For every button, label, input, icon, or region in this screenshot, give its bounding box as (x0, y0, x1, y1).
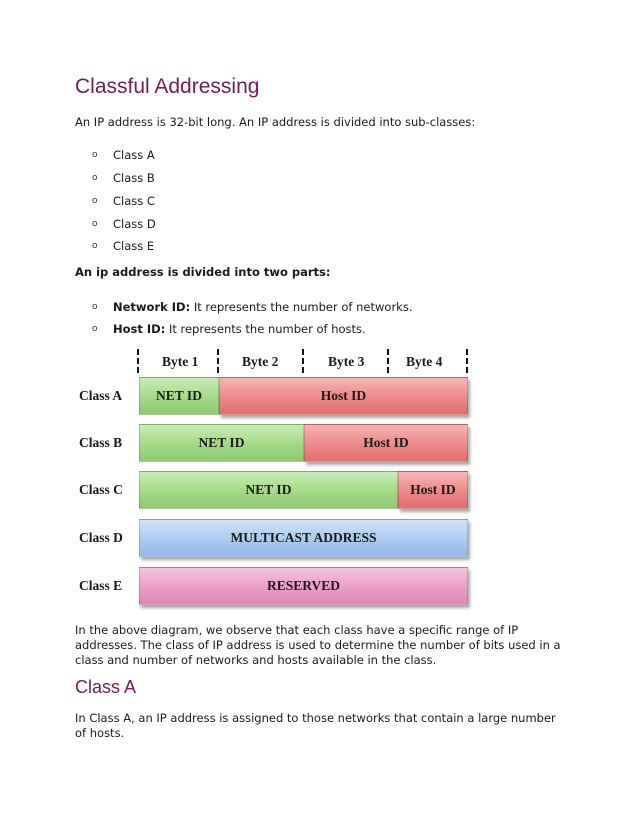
page-title: Classful Addressing (75, 75, 260, 98)
section-title: Class A (75, 677, 137, 697)
bullet-icon: o (92, 324, 98, 334)
class-label: Class A (79, 388, 123, 403)
intro-paragraph: An IP address is 32-bit long. An IP address is divided into sub-classes: (75, 115, 476, 129)
bullet-icon: o (92, 196, 98, 206)
list-item-text: Class C (113, 194, 155, 208)
net-id-segment: NET ID (139, 377, 219, 415)
bullet-icon: o (92, 302, 98, 312)
byte-divider (217, 349, 219, 373)
bullet-icon: o (92, 173, 98, 183)
class-label: Class C (79, 482, 123, 497)
bullet-icon: o (92, 150, 98, 160)
host-id-segment: Host ID (398, 471, 468, 509)
class-label: Class E (79, 578, 123, 593)
list-item-text: Class A (113, 148, 155, 162)
host-id-term: Host ID: (113, 322, 166, 336)
host-id-desc: It represents the number of hosts. (165, 322, 366, 336)
parts-heading: An ip address is divided into two parts: (75, 265, 331, 279)
byte-divider (302, 349, 304, 373)
section-paragraph: In Class A, an IP address is assigned to those networks that contain a large number of hosts. (75, 711, 556, 740)
byte-divider (387, 349, 389, 373)
class-label: Class D (79, 530, 123, 545)
list-item-text: Class D (113, 217, 156, 231)
explanation-paragraph: In the above diagram, we observe that each class have a specific range of IP addresses. The class of IP address is used to determine the number of bits used in a class and number of networks and hosts available in the class. (75, 623, 561, 667)
reserved-bar: RESERVED (139, 567, 468, 605)
network-id-term: Network ID: (113, 300, 191, 314)
ip-class-diagram (0, 345, 638, 615)
network-id-desc: It represents the number of networks. (190, 300, 413, 314)
host-id-segment: Host ID (219, 377, 468, 415)
byte-label: Byte 2 (242, 354, 279, 369)
list-item-text: Class E (113, 239, 155, 253)
byte-label: Byte 4 (406, 354, 443, 369)
host-id-segment: Host ID (304, 424, 468, 462)
class-label: Class B (79, 435, 123, 450)
byte-label: Byte 3 (328, 354, 365, 369)
net-id-segment: NET ID (139, 471, 398, 509)
byte-divider (137, 349, 139, 373)
list-item-text: Class B (113, 171, 155, 185)
byte-divider (466, 349, 468, 373)
net-id-segment: NET ID (139, 424, 304, 462)
bullet-icon: o (92, 219, 98, 229)
multicast-address-bar: MULTICAST ADDRESS (139, 519, 468, 557)
bullet-icon: o (92, 241, 98, 251)
byte-label: Byte 1 (162, 354, 199, 369)
